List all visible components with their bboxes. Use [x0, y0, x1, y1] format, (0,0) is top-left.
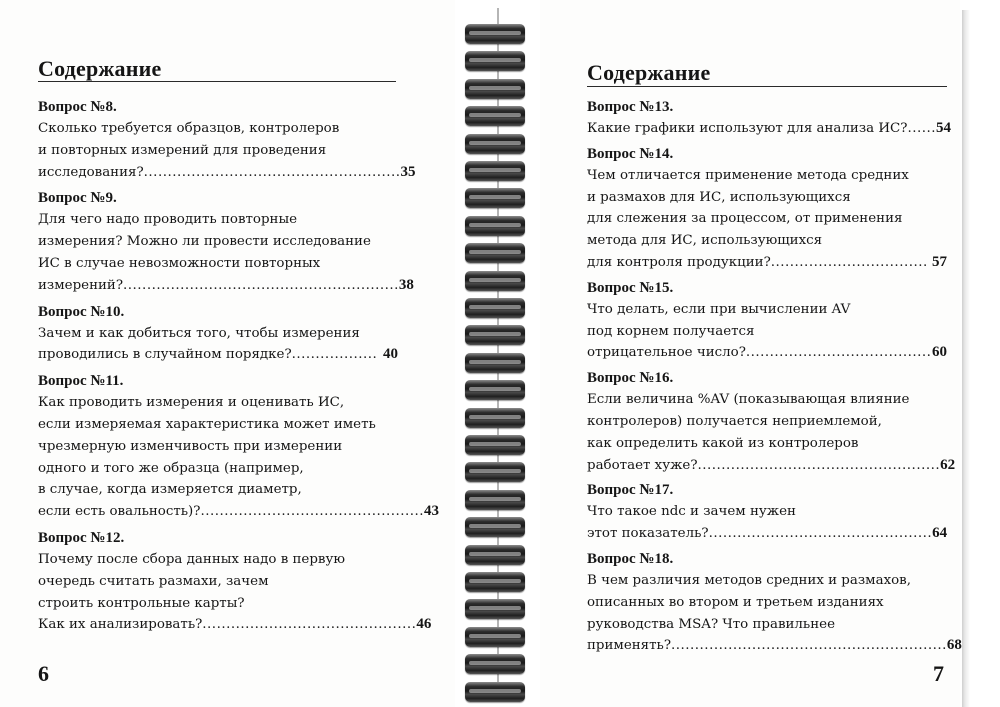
binding-ring [465, 298, 525, 318]
toc-list [38, 96, 440, 640]
question-text-line: и повторных измерений для проведения [38, 142, 327, 158]
binding-ring [465, 51, 525, 71]
binding-ring [465, 216, 525, 236]
toc-list [587, 96, 962, 660]
question-title: Вопрос №14. [587, 145, 674, 162]
heading-rule [38, 81, 396, 82]
page-reference: 57 [932, 253, 947, 270]
dot-leader: ............................................... [200, 504, 425, 520]
dot-leader: ................................. [770, 254, 928, 270]
dot-leader: ...................................................... [143, 164, 401, 180]
toc-entry [587, 277, 947, 364]
question-text-line: как определить какой из контролеров [587, 435, 859, 451]
question-text-line: Как проводить измерения и оценивать ИС, [38, 395, 345, 411]
question-text-line: описанных во втором и третьем изданиях [587, 594, 884, 610]
toc-entry [587, 143, 947, 274]
binding-ring [465, 161, 525, 181]
dot-leader: .................. [291, 347, 378, 363]
toc-entry [38, 301, 398, 367]
dot-leader: .......................................................... [671, 638, 947, 654]
binding-ring [465, 24, 525, 44]
page-reference: 40 [383, 346, 398, 363]
binding-ring [465, 106, 525, 126]
binding-ring [465, 353, 525, 373]
question-text-line: в случае, когда измеряется диаметр, [38, 482, 302, 498]
dot-leader: .......................................................... [123, 277, 399, 293]
question-text-line: строить контрольные карты? [38, 595, 245, 611]
binding-ring [465, 325, 525, 345]
question-text-line: Какие графики используют для анализа ИС? [587, 121, 908, 136]
binding-ring [465, 79, 525, 99]
question-title: Вопрос №17. [587, 482, 674, 499]
toc-entry [38, 370, 440, 523]
question-title: Вопрос №16. [587, 370, 674, 387]
toc-entry [38, 96, 416, 183]
question-text-line: метода для ИС, использующихся [587, 233, 823, 249]
page-reference: 62 [940, 456, 956, 473]
toc-leader-line [38, 344, 398, 366]
binding-ring [465, 134, 525, 154]
question-title: Вопрос №13. [587, 99, 674, 115]
question-text-line: и размахов для ИС, использующихся [587, 189, 851, 205]
question-text-line: контролеров) получается неприемлемой, [587, 413, 882, 429]
right-page [540, 0, 960, 707]
page-reference: 68 [946, 637, 962, 654]
binding-ring [465, 490, 525, 510]
toc-entry [38, 527, 432, 636]
question-text-line: отрицательное число? [587, 345, 746, 361]
page-reference: 43 [424, 503, 440, 520]
toc-entry [38, 187, 414, 296]
toc-leader-line [587, 455, 956, 477]
binding-ring [465, 682, 525, 702]
question-text-line: измерения? Можно ли провести исследование [38, 234, 371, 250]
question-text-line: В чем различия методов средних и размахов, [587, 572, 911, 588]
toc-entry [587, 548, 962, 657]
question-text-line: руководства MSA? Что правильнее [587, 616, 835, 632]
dot-leader: ............................................... [708, 526, 933, 542]
page-reference: 64 [932, 525, 948, 542]
page-reference: 60 [932, 344, 947, 361]
question-text-line: Что такое ndc и зачем нужен [587, 504, 796, 520]
binding-ring [465, 380, 525, 400]
question-text-line: Зачем и как добиться того, чтобы измерения [38, 325, 360, 341]
question-text-line: для слежения за процессом, от применения [587, 211, 903, 227]
question-text-line: Для чего надо проводить повторные [38, 212, 298, 228]
binding-ring [465, 462, 525, 482]
left-page [0, 0, 455, 707]
binding-ring [465, 435, 525, 455]
question-text-line: Почему после сбора данных надо в первую [38, 551, 345, 567]
binding-ring [465, 599, 525, 619]
binding-ring [465, 408, 525, 428]
question-text-line: Как их анализировать? [38, 617, 203, 633]
binding-ring [465, 572, 525, 592]
question-text-line: под корнем получается [587, 323, 755, 339]
question-text-line: Что делать, если при вычислении AV [587, 301, 851, 317]
toc-leader-line [38, 162, 416, 184]
page-number: 6 [38, 661, 49, 686]
page-reference: 38 [398, 276, 414, 293]
page-edge [962, 10, 1000, 707]
toc-leader-line [587, 118, 952, 140]
dot-leader: ....................................... [745, 345, 932, 361]
toc-leader-line [38, 614, 432, 636]
binding-ring [465, 627, 525, 647]
question-text-line: Чем отличается применение метода средних [587, 167, 909, 183]
toc-leader-line [587, 252, 947, 274]
question-title: Вопрос №18. [587, 550, 674, 567]
dot-leader: ...... [907, 121, 937, 136]
question-text-line: исследования? [38, 164, 144, 180]
page-heading: Содержание [587, 60, 711, 85]
dot-leader: ............................................. [202, 617, 417, 633]
question-text-line: измерений? [38, 277, 124, 293]
binding-ring [465, 545, 525, 565]
question-text-line: для контроля продукции? [587, 254, 771, 270]
toc-leader-line [587, 342, 947, 364]
page-number: 7 [933, 661, 944, 686]
page-reference: 54 [936, 120, 952, 136]
question-text-line: если измеряемая характеристика может иметь [38, 416, 376, 432]
heading-rule [587, 86, 947, 87]
question-title: Вопрос №15. [587, 279, 674, 296]
toc-entry [587, 367, 956, 476]
question-text-line: Если величина %AV (показывающая влияние [587, 392, 910, 408]
question-text-line: чрезмерную изменчивость при измерении [38, 438, 343, 454]
toc-leader-line [38, 275, 414, 297]
question-text-line: Сколько требуется образцов, контролеров [38, 121, 340, 136]
toc-entry [587, 96, 952, 140]
question-text-line: ИС в случае невозможности повторных [38, 255, 321, 271]
question-title: Вопрос №12. [38, 529, 125, 546]
question-text-line: применять? [587, 638, 672, 654]
spiral-binding [455, 0, 540, 707]
question-text-line: если есть овальность)? [38, 504, 201, 520]
binding-ring [465, 517, 525, 537]
question-text-line: проводились в случайном порядке? [38, 347, 292, 363]
toc-leader-line [587, 635, 962, 657]
page-reference: 35 [400, 163, 416, 180]
toc-leader-line [38, 501, 440, 523]
binding-ring [465, 271, 525, 291]
question-text-line: работает хуже? [587, 457, 698, 473]
question-title: Вопрос №9. [38, 190, 117, 207]
question-text-line: одного и того же образца (например, [38, 460, 304, 476]
page-reference: 46 [416, 616, 432, 633]
dot-leader: ................................................... [697, 457, 941, 473]
binding-ring [465, 243, 525, 263]
toc-entry [587, 479, 947, 545]
question-title: Вопрос №8. [38, 99, 117, 115]
toc-leader-line [587, 523, 947, 545]
question-text-line: этот показатель? [587, 526, 709, 542]
question-title: Вопрос №10. [38, 303, 125, 320]
binding-ring [465, 654, 525, 674]
question-title: Вопрос №11. [38, 373, 124, 390]
page-heading: Содержание [38, 56, 162, 81]
binding-ring [465, 188, 525, 208]
question-text-line: очередь считать размахи, зачем [38, 573, 269, 589]
